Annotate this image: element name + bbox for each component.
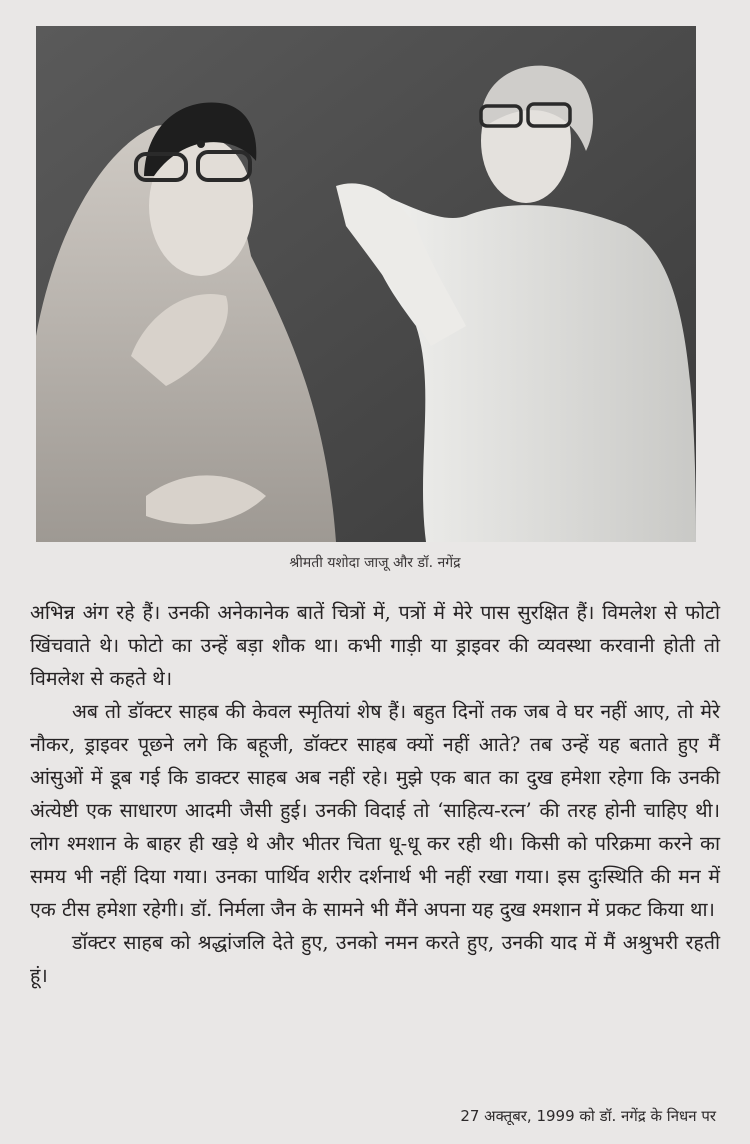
photo-caption: श्रीमती यशोदा जाजू और डॉ. नगेंद्र (289, 555, 461, 571)
dateline-signoff: 27 अक्तूबर, 1999 को डॉ. नगेंद्र के निधन पर (460, 1107, 716, 1125)
article-body (30, 596, 720, 992)
paragraph: अभिन्न अंग रहे हैं। उनकी अनेकानेक बातें चित्रों में, पत्रों में मेरे पास सुरक्षित हैं। विमलेश से फोटो खिंचवाते थे। फोटो का उन्हें बड़ा शौक था। कभी गाड़ी या ड्राइवर की व्यवस्था करवानी होती तो विमलेश से कहते थे। (30, 601, 720, 690)
paragraph: डॉक्टर साहब को श्रद्धांजलि देते हुए, उनको नमन करते हुए, उनकी याद में मैं अश्रुभरी रहती हूं। (30, 931, 720, 987)
paragraph: अब तो डॉक्टर साहब की केवल स्मृतियां शेष हैं। बहुत दिनों तक जब वे घर नहीं आए, तो मेरे नौकर, ड्राइवर पूछने लगे कि बहूजी, डॉक्टर साहब क्यों नहीं आते? तब उन्हें यह बताते हुए मैं आंसुओं में डूब गई कि डाक्टर साहब अब नहीं रहे। मुझे एक बात का दुख हमेशा रहेगा कि उनकी अंत्येष्टी एक साधारण आदमी जैसी हुई। उनकी विदाई तो ‘साहित्य-रत्न’ की तरह होनी चाहिए थी। लोग श्मशान के बाहर ही खड़े थे और भीतर चिता धू-धू कर रही थी। किसी को परिक्रमा करने का समय भी नहीं दिया गया। उनका पार्थिव शरीर दर्शनार्थ भी नहीं रखा गया। इस दुःस्थिति की मन में एक टीस हमेशा रहेगी। डॉ. निर्मला जैन के सामने भी मैंने अपना यह दुख श्मशान में प्रकट किया था। (30, 700, 720, 921)
photograph (36, 26, 696, 542)
photo-illustration (36, 26, 696, 542)
